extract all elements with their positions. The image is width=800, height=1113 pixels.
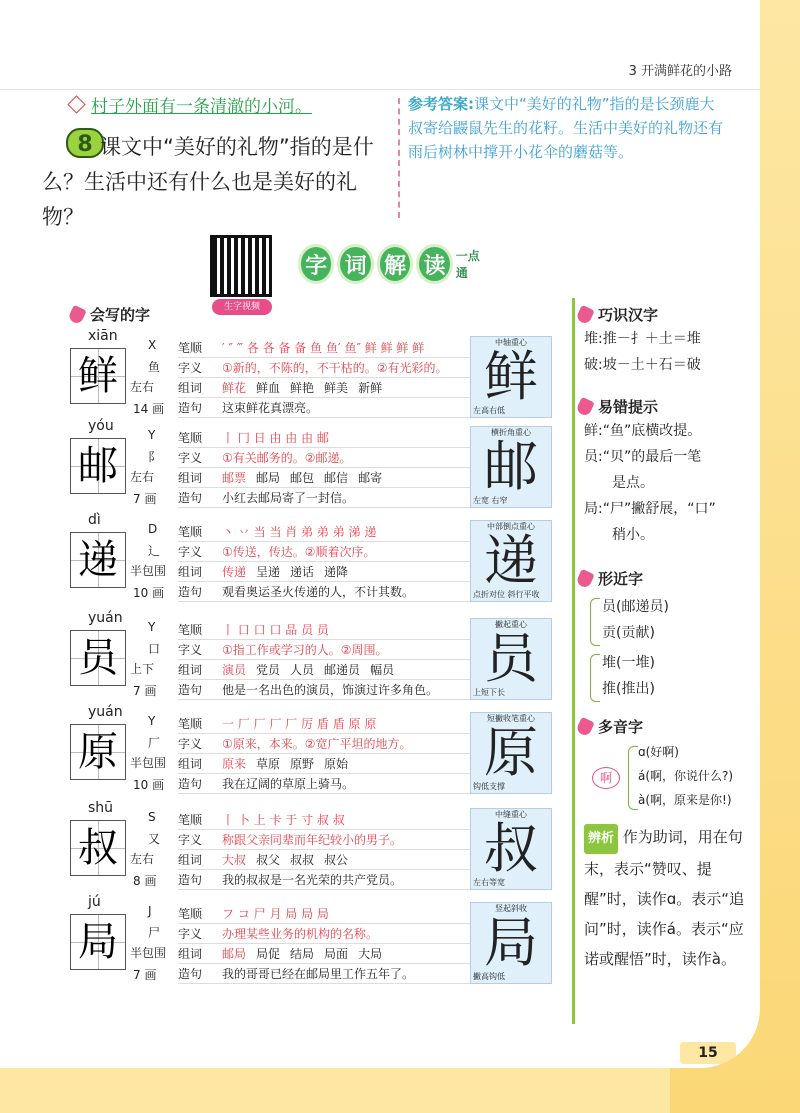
- word: 原野: [290, 757, 315, 771]
- word: 大局: [358, 947, 383, 961]
- pencil-icon: [575, 396, 594, 416]
- stroke-order: フ コ 尸 月 局 局 局: [222, 907, 329, 921]
- sentence: 他是一名出色的演员，饰演过许多角色。: [222, 683, 439, 697]
- row-label: 笔顺: [178, 623, 203, 637]
- row-label: 笔顺: [178, 341, 203, 355]
- card-tip-bottom: 左右等宽: [473, 878, 505, 887]
- error-line: 局:“尸”撇舒展，“口”: [584, 501, 716, 517]
- tip-line: 堆:推－扌＋土＝堆: [584, 331, 701, 347]
- initial-letter: D: [148, 522, 158, 536]
- card-tip-top: 中部倒点重心: [487, 522, 535, 531]
- radical: 阝: [148, 450, 161, 464]
- card-tip-top: 竖起斜收: [495, 904, 527, 913]
- meaning: ①传送，传达。②顺着次序。: [222, 545, 376, 559]
- error-line: 是点。: [612, 475, 654, 491]
- radical: 尸: [148, 926, 161, 940]
- initial-letter: Y: [148, 714, 156, 728]
- section-title: 多音字: [598, 718, 644, 736]
- row-label: 笔顺: [178, 525, 203, 539]
- answer-label: 参考答案:: [408, 95, 474, 113]
- char-entry: [70, 800, 480, 900]
- radical: 辶: [148, 544, 161, 558]
- card-tip-bottom: 左高右低: [473, 406, 505, 415]
- row-label: 造句: [178, 873, 203, 887]
- structure: 半包围: [130, 756, 167, 770]
- similar-item: 贡(贡献): [602, 625, 655, 641]
- answer-block: [408, 92, 728, 164]
- char-entry: [70, 894, 480, 994]
- char-entry: [70, 610, 480, 710]
- similar-list: [602, 594, 760, 702]
- answer-text: 课文中“美好的礼物”指的是长颈鹿大叔寄给鼹鼠先生的花籽。生活中美好的礼物还有雨后树林中撑开小花伞的蘑菇等。: [408, 95, 724, 161]
- word: 邮包: [290, 471, 315, 485]
- writing-card: [470, 618, 552, 700]
- banner-char: 解: [377, 244, 413, 284]
- char-entry: [70, 512, 480, 612]
- pinyin: dì: [88, 512, 101, 528]
- stroke-order: 丨 口 口 口 品 员 员: [222, 623, 329, 637]
- error-line: 鲜:“鱼”底横改提。: [584, 423, 702, 439]
- writing-card: [470, 712, 552, 794]
- banner-char: 读: [416, 244, 452, 284]
- section-similar-heading: [578, 568, 643, 589]
- stroke-count: 7 画: [133, 684, 157, 698]
- stroke-order: ′ ″ ‴ 各 各 备 备 鱼 鱼′ 鱼″ 鲜 鲜 鲜 鲜: [222, 341, 425, 355]
- poly-char: 啊: [592, 767, 620, 789]
- stroke-order: 丨 卜 上 卡 于 寸 叔 叔: [222, 813, 345, 827]
- poly-explain: [584, 822, 752, 974]
- word: 原始: [324, 757, 349, 771]
- word: 鲜花: [222, 381, 247, 395]
- pencil-icon: [67, 304, 86, 324]
- row-label: 组词: [178, 853, 203, 867]
- lesson-title: 3 开满鲜花的小路: [628, 64, 732, 79]
- section-write-heading: [70, 304, 150, 325]
- card-char: 鲜: [484, 345, 538, 408]
- stroke-count: 10 画: [133, 778, 165, 792]
- structure: 左右: [130, 852, 155, 866]
- word: 原来: [222, 757, 247, 771]
- word: 递话: [290, 565, 315, 579]
- pencil-icon: [575, 568, 594, 588]
- row-label: 字义: [178, 451, 203, 465]
- row-label: 字义: [178, 545, 203, 559]
- similar-item: 员(邮递员): [602, 599, 669, 615]
- row-label: 造句: [178, 585, 203, 599]
- diamond-icon: [67, 95, 85, 113]
- word: 传递: [222, 565, 247, 579]
- header-bar: [0, 0, 760, 90]
- card-char: 递: [484, 529, 538, 592]
- writing-card: [470, 520, 552, 602]
- banner-char: 字: [298, 244, 334, 284]
- char-entry: [70, 418, 480, 518]
- analysis-tag: 辨析: [584, 824, 618, 854]
- char-entry: [70, 328, 480, 428]
- card-tip-bottom: 左宽 右窄: [473, 496, 508, 505]
- word: 大叔: [222, 853, 247, 867]
- radical: 鱼: [148, 360, 161, 374]
- big-char: 局: [70, 914, 126, 970]
- structure: 半包围: [130, 564, 167, 578]
- section-title: 易错提示: [598, 398, 659, 416]
- meaning: 称跟父亲同辈而年纪较小的男子。: [222, 833, 403, 847]
- initial-letter: X: [148, 338, 157, 352]
- option-line: [70, 92, 400, 117]
- stroke-order: 丶 丷 当 当 肖 弟 弟 弟 涕 递: [222, 525, 377, 539]
- card-char: 员: [484, 627, 538, 690]
- poly-readings: [638, 740, 758, 812]
- char-entry: [70, 704, 480, 804]
- row-label: 造句: [178, 401, 203, 415]
- meaning: ①原来，本来。②宽广平坦的地方。: [222, 737, 412, 751]
- row-label: 笔顺: [178, 907, 203, 921]
- row-label: 造句: [178, 683, 203, 697]
- row-label: 笔顺: [178, 431, 203, 445]
- similar-item: 推(推出): [602, 681, 655, 697]
- pinyin: yuán: [88, 610, 123, 626]
- pencil-icon: [575, 304, 594, 324]
- card-char: 邮: [484, 435, 538, 498]
- stroke-count: 7 画: [133, 968, 157, 982]
- word: 鲜血: [256, 381, 281, 395]
- card-tip-top: 中缝重心: [495, 810, 527, 819]
- word: 邮局: [256, 471, 281, 485]
- brace: [590, 654, 600, 702]
- row-label: 组词: [178, 663, 203, 677]
- sentence: 我的叔叔是一名光荣的共产党员。: [222, 873, 403, 887]
- card-tip-bottom: 点折对位 斜行平收: [473, 590, 540, 599]
- card-tip-top: 撇起重心: [495, 620, 527, 629]
- radical: 又: [148, 832, 161, 846]
- sentence: 我的哥哥已经在邮局里工作五年了。: [222, 967, 415, 981]
- row-label: 组词: [178, 471, 203, 485]
- pinyin: xiān: [88, 328, 118, 344]
- divider: [398, 98, 400, 218]
- initial-letter: Y: [148, 620, 156, 634]
- row-label: 组词: [178, 565, 203, 579]
- card-char: 原: [484, 721, 538, 784]
- word: 演员: [222, 663, 247, 677]
- structure: 左右: [130, 380, 155, 394]
- radical: 口: [148, 642, 161, 656]
- row-label: 组词: [178, 381, 203, 395]
- word: 人员: [290, 663, 315, 677]
- stroke-order: 丨 冂 日 由 由 由 邮: [222, 431, 329, 445]
- initial-letter: Y: [148, 428, 156, 442]
- section-title: 会写的字: [90, 306, 151, 324]
- stroke-count: 14 画: [133, 402, 165, 416]
- row-label: 造句: [178, 777, 203, 791]
- stroke-count: 8 画: [133, 874, 157, 888]
- card-tip-top: 横折角重心: [491, 428, 531, 437]
- row-label: 笔顺: [178, 813, 203, 827]
- word: 草原: [256, 757, 281, 771]
- card-tip-top: 短撇收笔重心: [487, 714, 535, 723]
- stroke-order: 一 厂 厂 厂 厂 厉 盾 盾 原 原: [222, 717, 377, 731]
- row-label: 造句: [178, 491, 203, 505]
- structure: 左右: [130, 470, 155, 484]
- big-char: 鲜: [70, 348, 126, 404]
- writing-card: [470, 426, 552, 508]
- row-label: 组词: [178, 757, 203, 771]
- section-errors-heading: [578, 396, 658, 417]
- section-banner: [298, 244, 488, 284]
- meaning: 办理某些业务的机构的名称。: [222, 927, 379, 941]
- similar-item: 堆(一堆): [602, 655, 655, 671]
- initial-letter: J: [148, 904, 152, 918]
- banner-subtitle: 一点通: [455, 249, 480, 280]
- big-char: 邮: [70, 438, 126, 494]
- card-char: 局: [484, 911, 538, 974]
- word: 结局: [290, 947, 315, 961]
- pinyin: jú: [88, 894, 101, 910]
- number-badge-icon: 8: [66, 128, 104, 158]
- qr-caption: 生字视频: [212, 299, 272, 315]
- errors-list: [584, 418, 752, 548]
- word: 邮寄: [358, 471, 383, 485]
- analysis-text: 作为助词，用在句末，表示“赞叹、提醒”时，读作ɑ。表示“追问”时，读作á。表示“应诺或醒悟”时，读作à。: [584, 828, 745, 968]
- word: 叔叔: [290, 853, 315, 867]
- word: 递降: [324, 565, 349, 579]
- card-tip-bottom: 上短下长: [473, 688, 505, 697]
- stroke-count: 7 画: [133, 492, 157, 506]
- page-number: 15: [680, 1042, 736, 1064]
- structure: 半包围: [130, 946, 167, 960]
- meaning: ①有关邮务的。②邮递。: [222, 451, 352, 465]
- stroke-count: 10 画: [133, 586, 165, 600]
- banner-char: 词: [337, 244, 373, 284]
- word: 邮递员: [324, 663, 361, 677]
- question-text: 课文中“美好的礼物”指的是什么？生活中还有什么也是美好的礼物？: [42, 135, 374, 229]
- tip-line: 破:坡－土＋石＝破: [584, 357, 701, 373]
- meaning: ①新的，不陈的，不干枯的。②有光彩的。: [222, 361, 448, 375]
- reading: á(啊，你说什么?): [638, 769, 734, 783]
- reading: ɑ(好啊): [638, 745, 679, 759]
- word: 幅员: [370, 663, 395, 677]
- initial-letter: S: [148, 810, 156, 824]
- word: 叔父: [256, 853, 281, 867]
- card-tip-bottom: 钩低支撑: [473, 782, 505, 791]
- sentence: 观看奥运圣火传递的人，不计其数。: [222, 585, 415, 599]
- writing-card: [470, 902, 552, 984]
- error-line: 稍小。: [612, 527, 654, 543]
- section-poly-heading: [578, 716, 643, 737]
- big-char: 叔: [70, 820, 126, 876]
- row-label: 字义: [178, 833, 203, 847]
- row-label: 字义: [178, 737, 203, 751]
- section-title: 巧识汉字: [598, 306, 659, 324]
- row-label: 组词: [178, 947, 203, 961]
- tips-list: [584, 326, 752, 378]
- writing-card: [470, 336, 552, 418]
- brace: [590, 598, 600, 646]
- writing-card: [470, 808, 552, 890]
- side-rule: [572, 298, 575, 1024]
- reading: à(啊，原来是你!): [638, 793, 732, 807]
- row-label: 造句: [178, 967, 203, 981]
- card-tip-top: 中轴重心: [495, 338, 527, 347]
- word: 鲜美: [324, 381, 349, 395]
- word: 局促: [256, 947, 281, 961]
- pinyin: yuán: [88, 704, 123, 720]
- big-char: 原: [70, 724, 126, 780]
- sentence: 我在辽阔的草原上骑马。: [222, 777, 355, 791]
- word: 党员: [256, 663, 281, 677]
- word: 新鲜: [358, 381, 383, 395]
- word: 呈递: [256, 565, 281, 579]
- error-line: 员:“贝”的最后一笔: [584, 449, 702, 465]
- word: 邮信: [324, 471, 349, 485]
- word: 鲜艳: [290, 381, 315, 395]
- option-text: 村子外面有一条清澈的小河。: [91, 97, 312, 117]
- row-label: 字义: [178, 927, 203, 941]
- row-label: 笔顺: [178, 717, 203, 731]
- sentence: 小红去邮局寄了一封信。: [222, 491, 355, 505]
- pinyin: yóu: [88, 418, 114, 434]
- brace: [628, 746, 638, 810]
- big-char: 递: [70, 532, 126, 588]
- card-char: 叔: [484, 817, 538, 880]
- meaning: ①指工作或学习的人。②周围。: [222, 643, 388, 657]
- card-tip-bottom: 撇高钩低: [473, 972, 505, 981]
- section-title: 形近字: [598, 570, 644, 588]
- structure: 上下: [130, 662, 155, 676]
- radical: 厂: [148, 736, 161, 750]
- pencil-icon: [575, 716, 594, 736]
- big-char: 员: [70, 630, 126, 686]
- row-label: 字义: [178, 361, 203, 375]
- word: 邮局: [222, 947, 247, 961]
- word: 邮票: [222, 471, 247, 485]
- section-tips-heading: [578, 304, 658, 325]
- sentence: 这束鲜花真漂亮。: [222, 401, 319, 415]
- pinyin: shū: [88, 800, 114, 816]
- row-label: 字义: [178, 643, 203, 657]
- word: 叔公: [324, 853, 349, 867]
- word: 局面: [324, 947, 349, 961]
- qr-code-icon[interactable]: [210, 235, 272, 297]
